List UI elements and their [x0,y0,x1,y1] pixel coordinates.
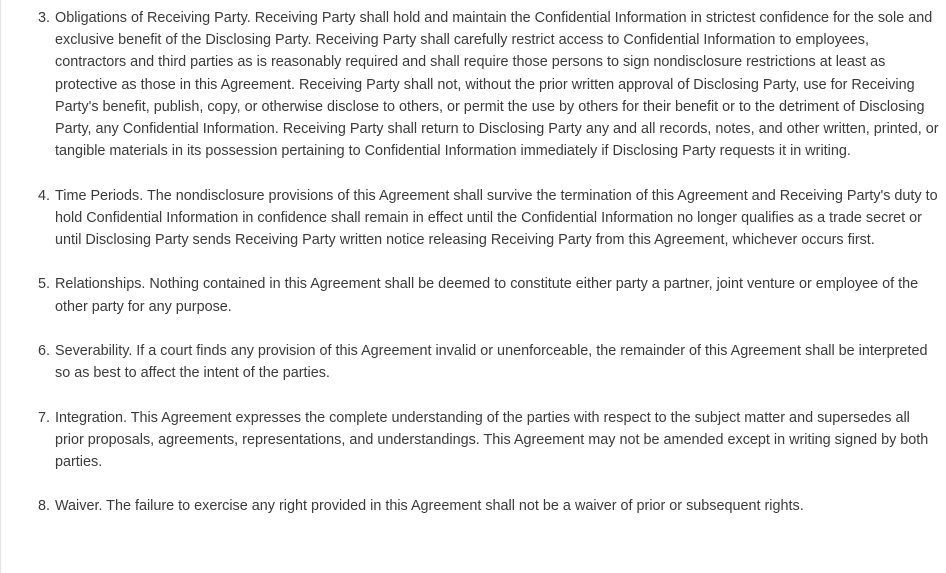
clause-list [1,0,946,518]
clause-number: 4. [38,187,51,204]
clause-text: Waiver. The failure to exercise any right provided in this Agreement shall not be a waiver of prior or subsequent rights. [55,498,804,515]
clause-text: Relationships. Nothing contained in this Agreement shall be deemed to constitute either party a partner, joint venture or employee of the other party for any purpose. [55,276,919,315]
clause-number: 5. [38,276,51,293]
clause-time-periods [1,185,946,252]
clause-text: Time Periods. The nondisclosure provisions of this Agreement shall survive the termination of this Agreement and Receiving Party's duty to hold Confidential Information in confidence shall remain in effect until the Confidential Information no longer qualifies as a trade secret or until Disclosing Party sends Receiving Party written notice releasing Receiving Party from this Agreement, whichever occurs first. [55,187,938,249]
clause-number: 6. [38,343,51,359]
clause-text: Severability. If a court finds any provision of this Agreement invalid or unenforceable, the remainder of this Agreement shall be interpreted so as best to affect the intent of the parties. [55,343,928,382]
clause-waiver [1,495,946,517]
clause-severability [1,340,946,384]
clause-obligations [1,7,946,162]
clause-integration [1,407,946,474]
clause-number: 3. [38,10,51,26]
clause-number: 7. [38,409,51,426]
clause-text: Integration. This Agreement expresses the complete understanding of the parties with respect to the subject matter and supersedes all prior proposals, agreements, representations, and understandings. This Agreement may not be amended except in writing signed by both parties. [55,409,929,470]
clause-number: 8. [38,498,51,515]
clause-text: Obligations of Receiving Party. Receiving Party shall hold and maintain the Confidential Information in strictest confidence for the sole and exclusive benefit of the Disclosing Party. Receiving Party shall carefully restrict access to Confidential Information to employees, contractors and third parties as is reasonably required and shall require those persons to sign nondisclosure restrictions at least as protective as those in this Agreement. Receiving Party shall not, without the prior written approval of Disclosing Party, use for Receiving Party's benefit, publish, copy, or otherwise disclose to others, or permit the use by others for their benefit or to the detriment of Disclosing Party, any Confidential Information. Receiving Party shall return to Disclosing Party any and all records, notes, and other written, printed, or tangible materials in its possession pertaining to Confidential Information immediately if Disclosing Party requests it in writing. [55,10,939,160]
clause-relationships [1,273,946,317]
